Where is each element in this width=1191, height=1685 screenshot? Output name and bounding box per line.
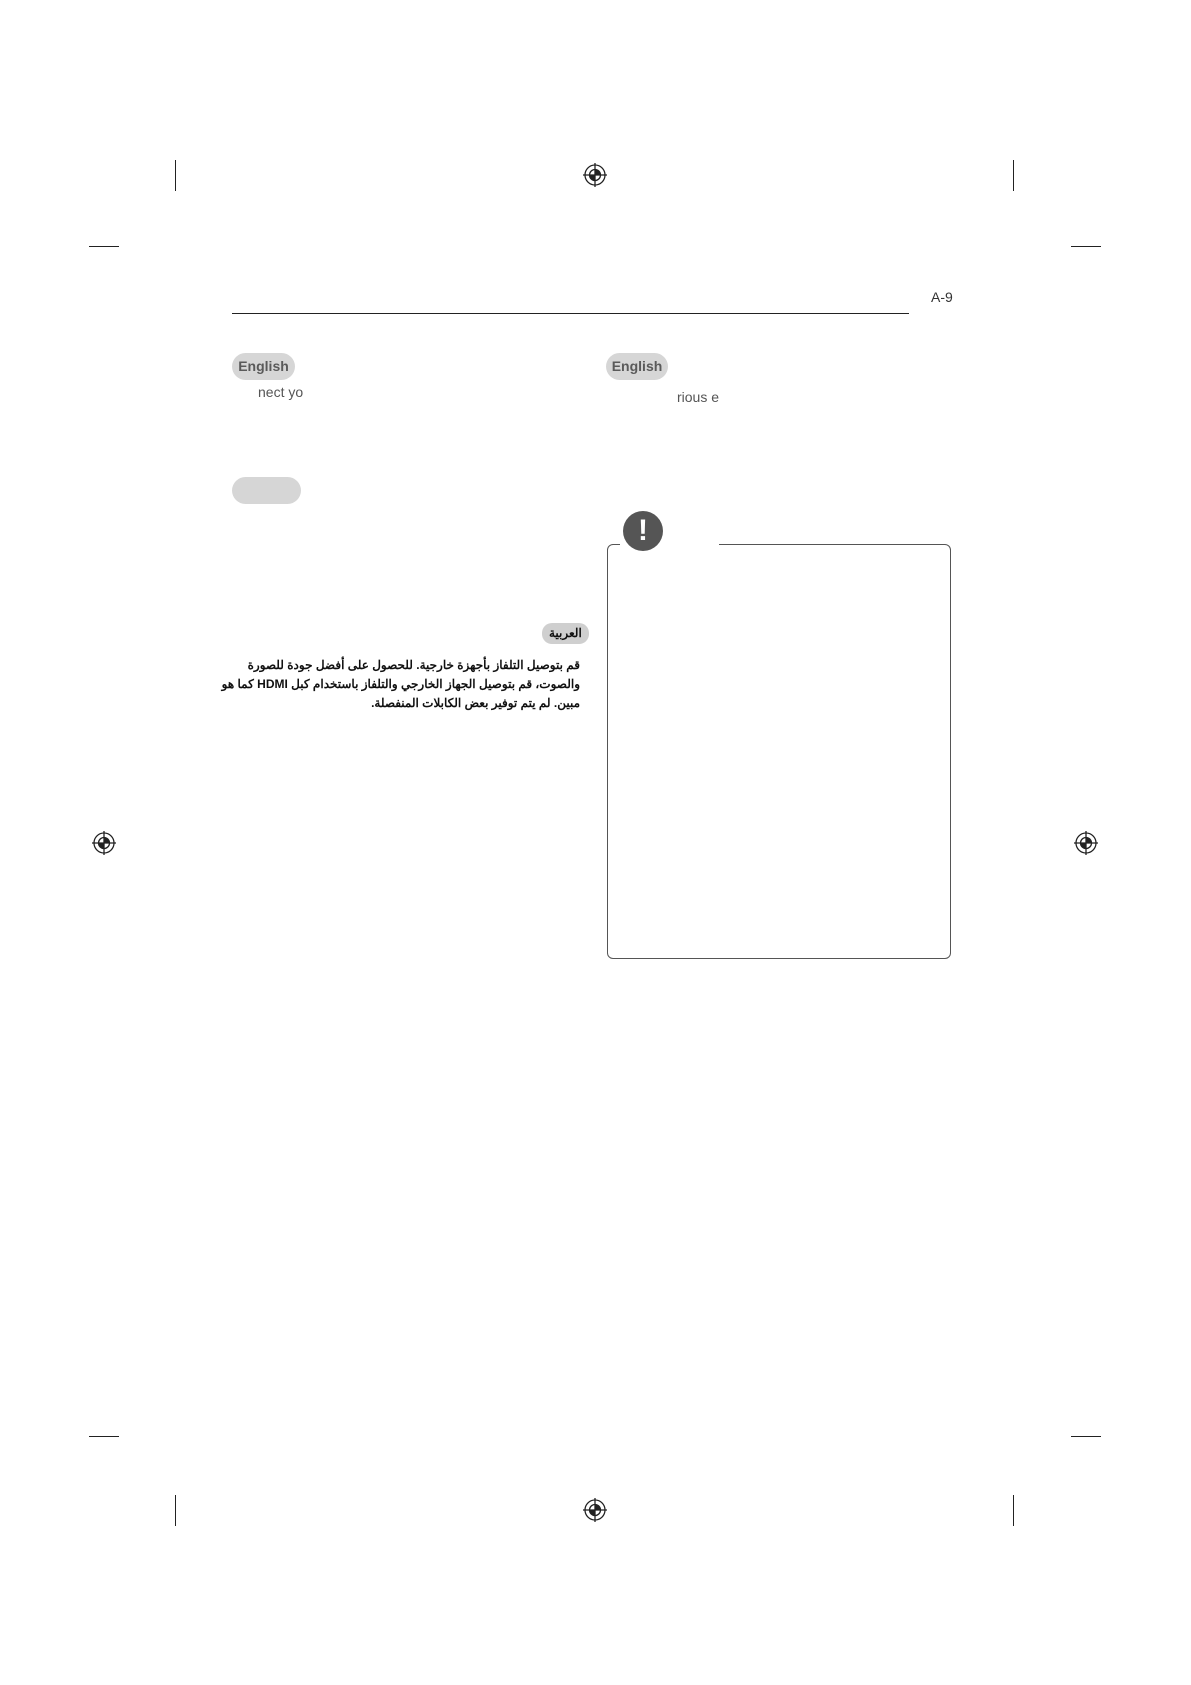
registration-target-icon <box>92 831 116 855</box>
crop-mark-top-right-vertical <box>1013 160 1014 191</box>
registration-target-icon <box>1074 831 1098 855</box>
english-language-badge: English <box>606 353 668 380</box>
intro-text-fragment: nect yo <box>258 384 304 400</box>
crop-mark-bottom-left-horizontal <box>89 1436 119 1437</box>
english-language-badge: English <box>232 353 295 380</box>
blank-language-badge <box>232 477 301 504</box>
crop-mark-bottom-left-vertical <box>175 1495 176 1526</box>
header-rule <box>232 313 909 314</box>
crop-mark-top-left-vertical <box>175 160 176 191</box>
registration-target-icon <box>583 163 607 187</box>
registration-target-icon <box>583 1498 607 1522</box>
exclamation-icon: ! <box>623 511 663 551</box>
arabic-line: مبين. لم يتم توفير بعض الكابلات المنفصلة. <box>371 696 580 710</box>
crop-mark-top-right-horizontal <box>1071 246 1101 247</box>
arabic-paragraph <box>221 656 580 713</box>
arabic-language-badge: العربية <box>542 623 589 644</box>
intro-text-fragment: rious e <box>677 389 720 405</box>
crop-mark-bottom-right-horizontal <box>1071 1436 1101 1437</box>
crop-mark-top-left-horizontal <box>89 246 119 247</box>
arabic-line: والصوت، قم بتوصيل الجهاز الخارجي والتلفاز باستخدام كبل HDMI كما هو <box>221 677 580 691</box>
page-number: A-9 <box>931 289 953 305</box>
arabic-line: قم بتوصيل التلفاز بأجهزة خارجية. للحصول على أفضل جودة للصورة <box>247 658 580 672</box>
crop-mark-bottom-right-vertical <box>1013 1495 1014 1526</box>
note-box <box>607 544 951 959</box>
